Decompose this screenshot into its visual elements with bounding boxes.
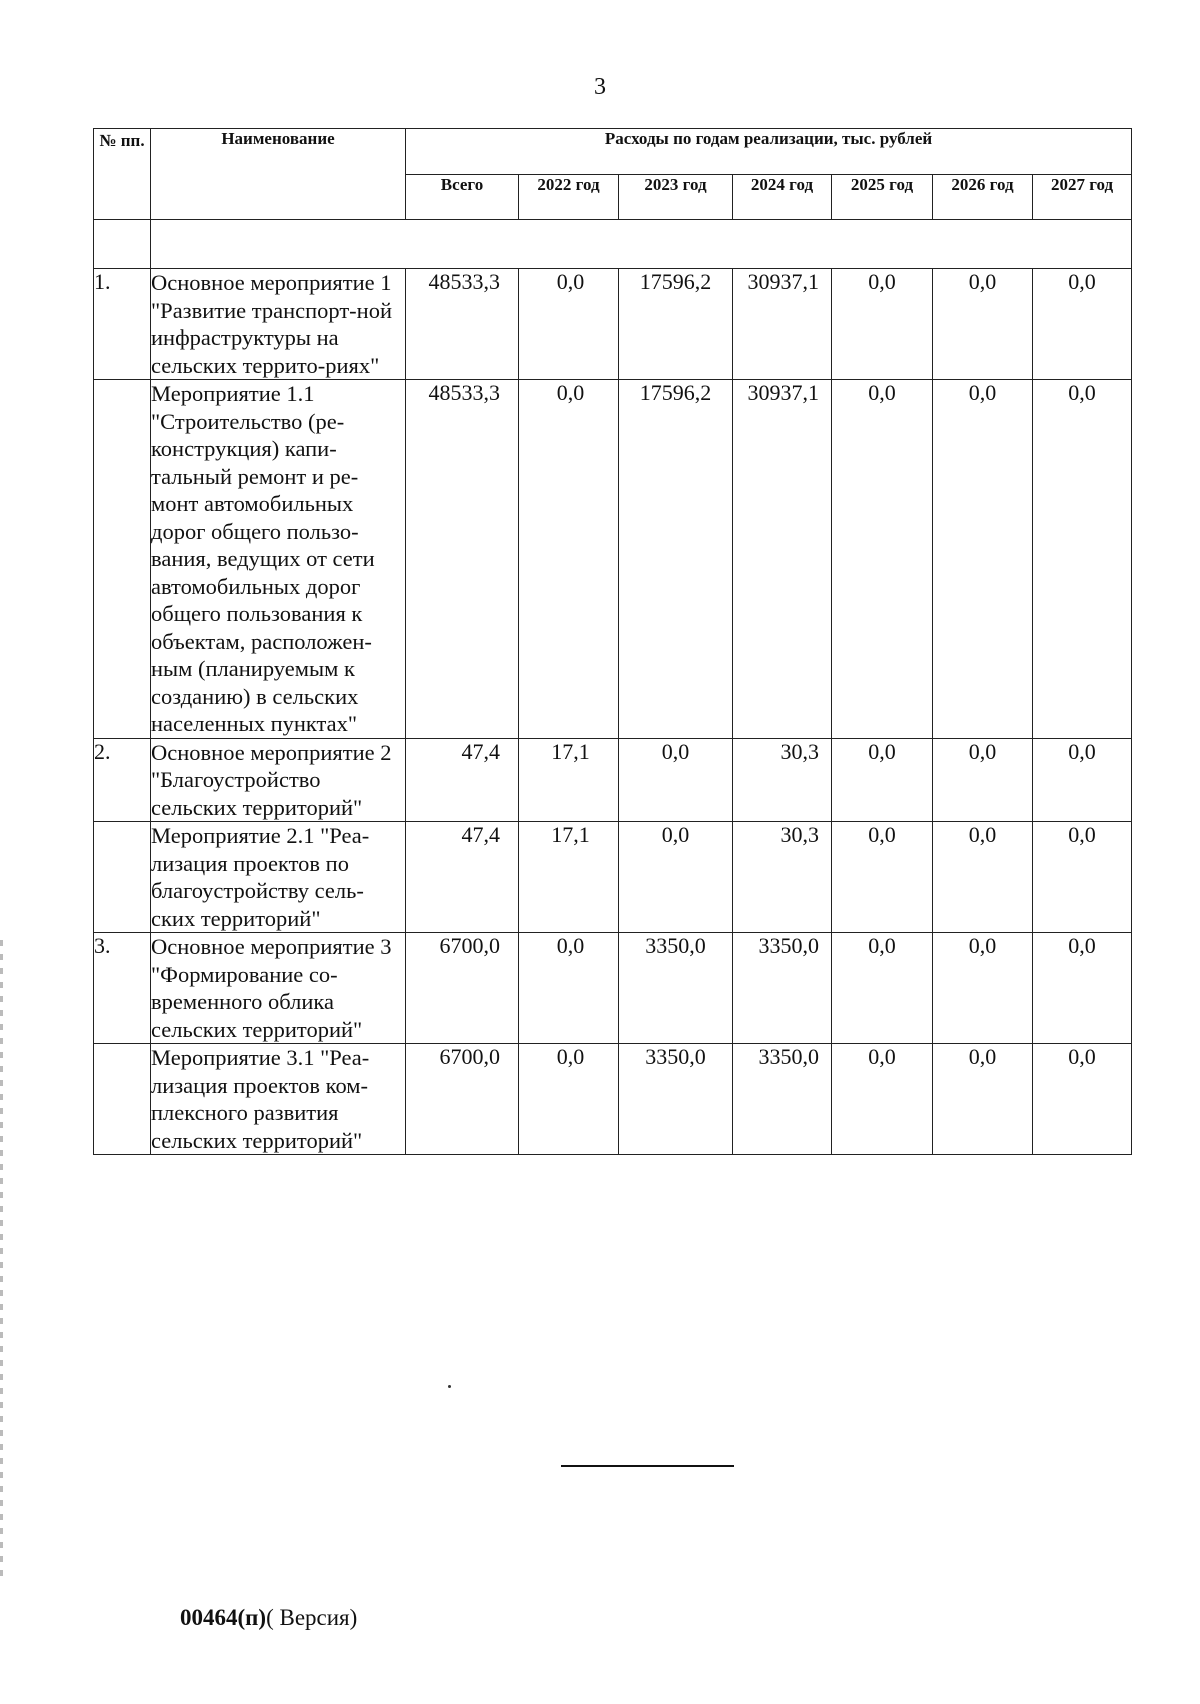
header-year-2024: 2024 год (733, 175, 832, 220)
row-year-value: 3350,0 (645, 1044, 706, 1069)
scan-edge-artifact (0, 940, 3, 1580)
row-total-value: 6700,0 (439, 1044, 500, 1069)
budget-table (93, 128, 1132, 1155)
row-year-value: 30937,1 (747, 380, 819, 405)
row-year-value: 0,0 (556, 380, 585, 405)
row-number: 3. (94, 933, 151, 1044)
row-year-value: 17,1 (551, 738, 590, 764)
row-year-value: 0,0 (868, 269, 896, 294)
row-year-value: 3350,0 (758, 1044, 819, 1069)
row-year-value: 0,0 (968, 1044, 997, 1069)
row-number (94, 822, 151, 933)
row-number: 2. (94, 738, 151, 822)
row-total-value: 47,4 (461, 738, 500, 764)
row-year-value: 0,0 (868, 1044, 896, 1069)
row-year-value: 0,0 (1068, 269, 1096, 294)
table-row (94, 269, 1132, 380)
row-number (94, 1044, 151, 1155)
row-year-value: 0,0 (1068, 933, 1096, 958)
header-year-2022: 2022 год (519, 175, 619, 220)
row-year-value: 0,0 (1068, 1044, 1096, 1069)
row-activity-name: Мероприятие 2.1 "Реа-лизация проектов по благоустройству сель-ских территорий" (151, 822, 406, 933)
row-year-value: 30,3 (780, 738, 819, 764)
row-total-value: 48533,3 (428, 380, 500, 405)
document-code-version: ( Версия) (266, 1605, 358, 1630)
header-year-2026: 2026 год (933, 175, 1033, 220)
row-year-value: 0,0 (661, 822, 690, 847)
header-year-2027: 2027 год (1033, 175, 1132, 220)
row-activity-name: Мероприятие 1.1 "Строительство (ре-конструкция) капи-тальный ремонт и ре-монт автомобильных дорог общего пользо-вания, ведущих от сети автомобильных дорог общего пользования к объектам, расположен-ным (планируемым к созданию) в сельских населенных пунктах" (151, 380, 406, 739)
row-year-value: 0,0 (556, 933, 585, 958)
row-year-value: 0,0 (968, 933, 997, 958)
row-activity-name: Основное мероприятие 1 "Развитие транспорт-ной инфраструктуры на сельских террито-риях" (151, 269, 406, 380)
table-row (94, 933, 1132, 1044)
header-name: Наименование (151, 129, 406, 220)
scan-speck (448, 1385, 451, 1388)
row-year-value: 0,0 (556, 1044, 585, 1069)
header-year-2025: 2025 год (832, 175, 933, 220)
row-activity-name: Основное мероприятие 2 "Благоустройство сельских территорий" (151, 738, 406, 822)
document-code (180, 1605, 357, 1631)
row-year-value: 30,3 (780, 822, 819, 847)
table-row (94, 1044, 1132, 1155)
row-total-value: 47,4 (461, 822, 500, 847)
table-row (94, 380, 1132, 739)
table-row (94, 738, 1132, 822)
row-year-value: 0,0 (968, 822, 997, 847)
row-year-value: 0,0 (868, 380, 896, 405)
row-year-value: 17,1 (551, 822, 590, 847)
row-number (94, 380, 151, 739)
closing-line (561, 1465, 734, 1467)
row-year-value: 0,0 (968, 269, 997, 294)
header-expenses-group: Расходы по годам реализации, тыс. рублей (406, 129, 1132, 175)
row-year-value: 3350,0 (645, 933, 706, 958)
row-year-value: 0,0 (868, 933, 896, 958)
row-activity-name: Мероприятие 3.1 "Реа-лизация проектов ком-плексного развития сельских территорий" (151, 1044, 406, 1155)
row-activity-name: Основное мероприятие 3 "Формирование со-временного облика сельских территорий" (151, 933, 406, 1044)
row-year-value: 0,0 (868, 738, 896, 764)
table-spacer-row (94, 220, 1132, 269)
document-code-number: 00464(п) (180, 1605, 267, 1630)
row-year-value: 0,0 (556, 269, 585, 294)
row-year-value: 0,0 (968, 738, 997, 764)
header-year-2023: 2023 год (619, 175, 733, 220)
row-year-value: 0,0 (868, 822, 896, 847)
row-year-value: 0,0 (1068, 822, 1096, 847)
row-year-value: 17596,2 (639, 380, 712, 405)
row-year-value: 0,0 (1068, 380, 1096, 405)
row-total-value: 48533,3 (428, 269, 500, 294)
row-year-value: 0,0 (968, 380, 997, 405)
table-row (94, 822, 1132, 933)
row-year-value: 3350,0 (758, 933, 819, 958)
row-total-value: 6700,0 (439, 933, 500, 958)
page-number: 3 (594, 74, 606, 100)
row-year-value: 17596,2 (639, 269, 712, 294)
header-num: № пп. (94, 129, 151, 220)
row-year-value: 0,0 (1068, 738, 1096, 764)
row-year-value: 0,0 (661, 738, 690, 764)
row-year-value: 30937,1 (747, 269, 819, 294)
header-total: Всего (406, 175, 519, 220)
row-number: 1. (94, 269, 151, 380)
